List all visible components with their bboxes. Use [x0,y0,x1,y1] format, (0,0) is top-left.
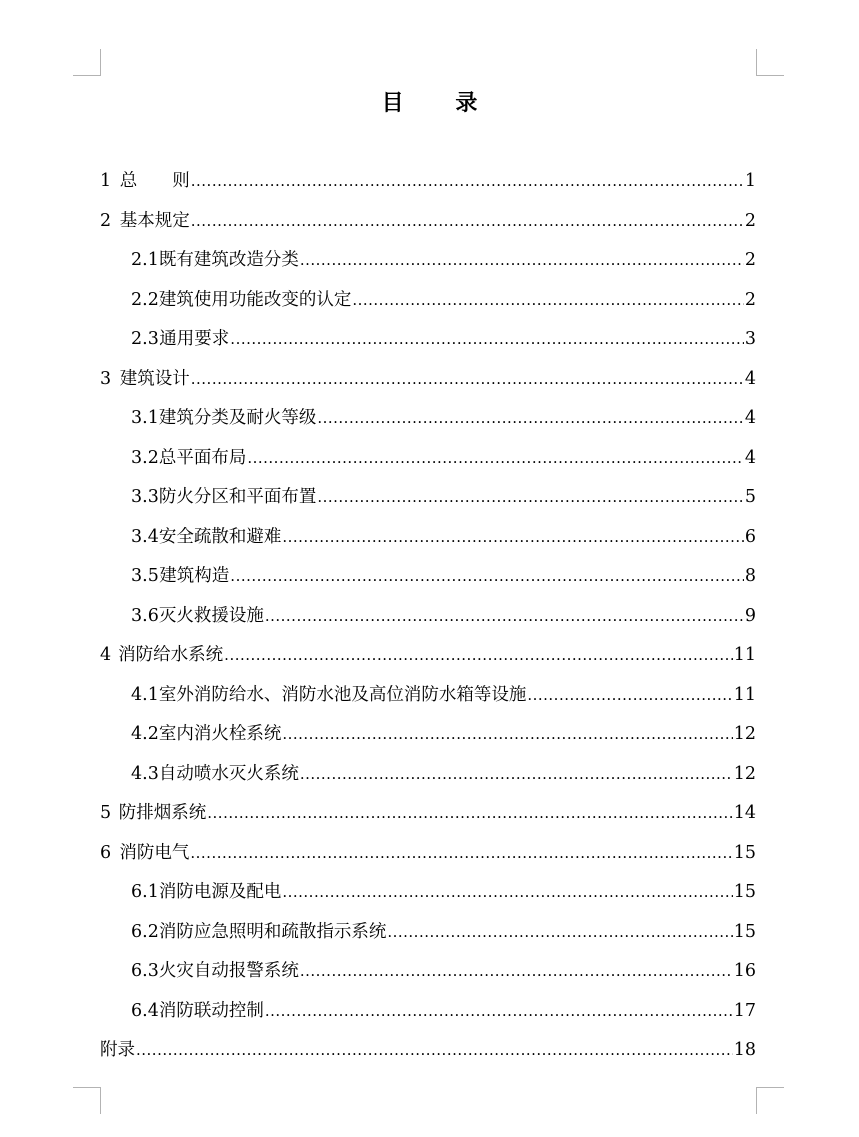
toc-entry-label: 总 则 [119,171,190,191]
toc-entry[interactable] [100,597,756,637]
toc-entry-number: 6.1 [131,882,159,902]
toc-entry-page: 9 [744,605,756,626]
toc-entry-page: 15 [733,882,756,902]
toc-entry-number: 4.1 [131,684,159,705]
toc-entry-page: 8 [744,566,756,586]
toc-entry[interactable] [100,636,756,676]
toc-leader-dots [265,992,733,1032]
toc-entry-label: 室内消火栓系统 [158,724,282,744]
toc-entry-page: 16 [733,961,756,981]
toc-entry-label: 附录 [100,1040,135,1060]
toc-entry-number: 2.3 [131,329,159,349]
toc-entry[interactable] [100,241,756,281]
toc-entry-label: 自动喷水灭火系统 [158,763,299,784]
toc-leader-dots [247,439,744,479]
toc-entry-label: 既有建筑改造分类 [158,250,299,270]
toc-entry-label: 基本规定 [119,210,190,231]
toc-entry-number: 2 [100,210,112,231]
toc-entry-number: 3.2 [131,447,159,468]
toc-entry-label: 建筑分类及耐火等级 [158,408,317,428]
toc-entry-number: 3.1 [131,408,159,428]
toc-leader-dots [300,241,744,281]
toc-leader-dots [191,162,744,202]
toc-entry-number: 4.3 [131,763,159,784]
page-title: 目 录 [381,91,500,116]
toc-entry[interactable] [100,952,756,992]
toc-entry-label: 室外消防给水、消防水池及高位消防水箱等设施 [158,684,527,705]
toc-entry-label: 消防电源及配电 [158,882,282,902]
toc-leader-dots [527,676,732,716]
toc-leader-dots [230,557,744,597]
toc-entry[interactable] [100,755,756,795]
toc-entry-number: 2.2 [131,289,159,310]
toc-entry[interactable] [100,794,756,834]
toc-entry-page: 4 [744,368,756,389]
toc-entry-number: 3.3 [131,487,159,507]
toc-entry-label: 总平面布局 [158,447,247,468]
toc-entry[interactable] [100,518,756,558]
toc-leader-dots [352,281,744,321]
toc-entry-label: 防火分区和平面布置 [158,487,317,507]
toc-entry[interactable] [100,715,756,755]
toc-entry-page: 2 [744,250,756,270]
toc-entry-label: 通用要求 [159,329,230,349]
toc-entry[interactable] [100,992,756,1032]
toc-entry-label: 防排烟系统 [118,803,207,823]
toc-leader-dots [317,478,744,518]
toc-leader-dots [282,518,744,558]
toc-leader-dots [136,1031,733,1071]
toc-leader-dots [265,597,744,637]
toc-entry-label: 消防应急照明和疏散指示系统 [158,921,387,942]
toc-leader-dots [207,794,732,834]
toc-leader-dots [191,360,744,400]
toc-entry[interactable] [100,281,756,321]
toc-entry-number: 6.3 [131,961,159,981]
toc-entry-page: 4 [744,408,756,428]
toc-entry-page: 11 [733,645,756,665]
toc-entry-page: 5 [744,487,756,507]
toc-entry[interactable] [100,676,756,716]
toc-leader-dots [190,834,732,874]
toc-entry-label: 安全疏散和避难 [158,526,282,547]
toc-entry-page: 18 [733,1040,756,1060]
toc-entry-label: 火灾自动报警系统 [158,961,299,981]
toc-entry-label: 建筑设计 [119,368,190,389]
toc-entry-page: 14 [733,803,756,823]
toc-entry-page: 11 [733,684,756,705]
toc-entry-page: 15 [733,842,756,863]
toc-entry[interactable] [100,399,756,439]
toc-entry[interactable] [100,834,756,874]
toc-entry-number: 1 [100,171,112,191]
toc-leader-dots [282,715,732,755]
toc-leader-dots [300,952,733,992]
toc-entry-page: 17 [733,1000,756,1021]
toc-leader-dots [282,873,732,913]
toc-entry-number: 4.2 [131,724,159,744]
toc-entry-number: 6 [100,842,112,863]
toc-entry-page: 3 [744,329,756,349]
toc-leader-dots [317,399,744,439]
toc-entry[interactable] [100,1031,756,1071]
toc-entry-label: 消防联动控制 [158,1000,264,1021]
toc-entry[interactable] [100,557,756,597]
toc-entry-page: 6 [744,526,756,547]
toc-entry-label: 建筑使用功能改变的认定 [158,289,352,310]
toc-entry[interactable] [100,360,756,400]
toc-entry[interactable] [100,439,756,479]
toc-entry[interactable] [100,320,756,360]
toc-entry-number: 5 [100,803,112,823]
toc-entry-number: 3.5 [131,566,159,586]
toc-entry-page: 2 [744,289,756,310]
toc-entry-page: 4 [744,447,756,468]
toc-entry-number: 3.4 [131,526,159,547]
toc-leader-dots [300,755,733,795]
toc-leader-dots [230,320,744,360]
toc-entry-number: 4 [100,645,112,665]
toc-entry-page: 1 [744,171,756,191]
toc-entry[interactable] [100,913,756,953]
toc-entry-page: 15 [733,921,756,942]
toc-entry-page: 12 [733,724,756,744]
toc-entry-number: 6.2 [131,921,159,942]
toc-entry[interactable] [100,478,756,518]
toc-entry-label: 建筑构造 [159,566,230,586]
toc-entry[interactable] [100,202,756,242]
toc-entry-label: 灭火救援设施 [158,605,264,626]
toc-entry-number: 6.4 [131,1000,159,1021]
toc-entry-number: 3 [100,368,112,389]
toc-leader-dots [224,636,733,676]
toc-leader-dots [387,913,732,953]
table-of-contents [100,162,756,1071]
toc-entry-number: 2.1 [131,250,159,270]
toc-entry-page: 12 [733,763,756,784]
toc-entry[interactable] [100,162,756,202]
toc-entry-page: 2 [744,210,756,231]
toc-entry-label: 消防电气 [119,842,190,863]
toc-entry[interactable] [100,873,756,913]
toc-leader-dots [191,202,744,242]
toc-entry-label: 消防给水系统 [118,645,224,665]
toc-entry-number: 3.6 [131,605,159,626]
